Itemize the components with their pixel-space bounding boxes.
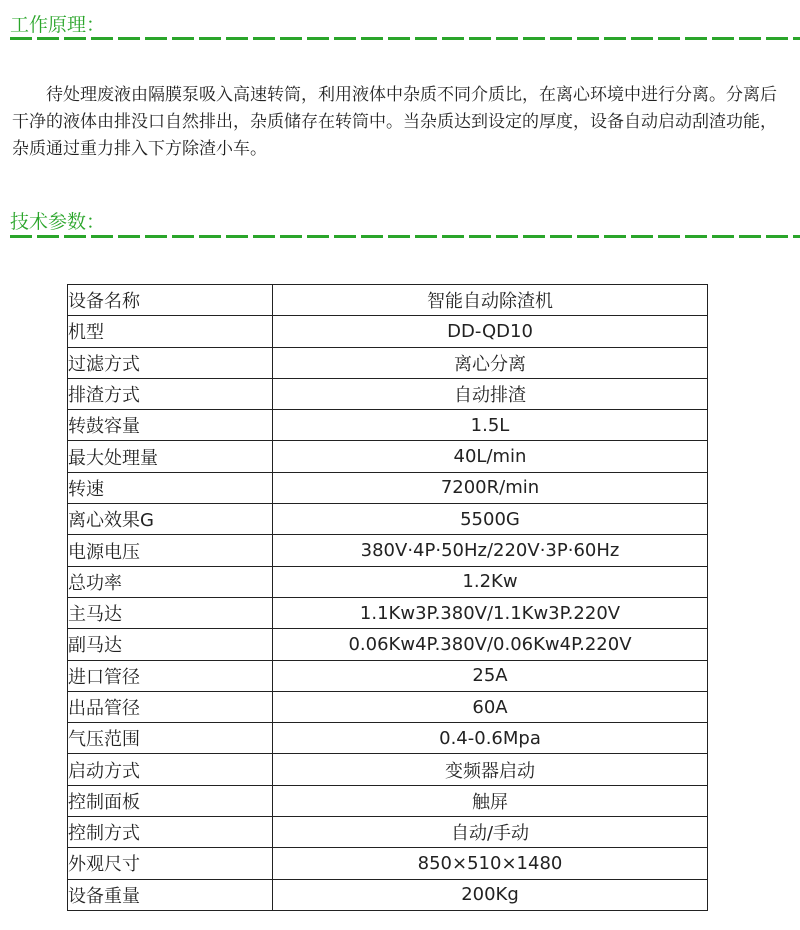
section-divider bbox=[10, 37, 800, 40]
spec-value: 1.2Kw bbox=[273, 566, 708, 597]
spec-value: 7200R/min bbox=[273, 472, 708, 503]
spec-value: 25A bbox=[273, 660, 708, 691]
table-row bbox=[68, 441, 708, 472]
spec-value: 200Kg bbox=[273, 879, 708, 910]
section-title-tech-params: 技术参数： bbox=[10, 211, 106, 233]
spec-label: 离心效果G bbox=[68, 504, 273, 535]
table-row bbox=[68, 879, 708, 910]
spec-label: 设备重量 bbox=[68, 879, 273, 910]
section-title-working-principle: 工作原理： bbox=[10, 14, 106, 36]
table-row bbox=[68, 504, 708, 535]
spec-value: 自动/手动 bbox=[273, 817, 708, 848]
section-divider bbox=[10, 235, 800, 238]
table-row bbox=[68, 723, 708, 754]
spec-label: 进口管径 bbox=[68, 660, 273, 691]
table-row bbox=[68, 472, 708, 503]
table-row bbox=[68, 660, 708, 691]
spec-label: 控制方式 bbox=[68, 817, 273, 848]
spec-value: DD-QD10 bbox=[273, 316, 708, 347]
spec-label: 总功率 bbox=[68, 566, 273, 597]
table-row bbox=[68, 817, 708, 848]
spec-label: 电源电压 bbox=[68, 535, 273, 566]
working-principle-text: 待处理废液由隔膜泵吸入高速转筒，利用液体中杂质不同介质比，在离心环境中进行分离。分离后干净的液体由排没口自然排出，杂质储存在转筒中。当杂质达到设定的厚度，设备自动启动刮渣功能，杂质通过重力排入下方除渣小车。 bbox=[12, 85, 777, 159]
table-row bbox=[68, 285, 708, 316]
spec-value: 变频器启动 bbox=[273, 754, 708, 785]
table-row bbox=[68, 629, 708, 660]
table-row bbox=[68, 316, 708, 347]
spec-value: 触屏 bbox=[273, 785, 708, 816]
spec-value: 离心分离 bbox=[273, 347, 708, 378]
table-row bbox=[68, 566, 708, 597]
spec-label: 排渣方式 bbox=[68, 378, 273, 409]
table-row bbox=[68, 691, 708, 722]
spec-value: 自动排渣 bbox=[273, 378, 708, 409]
spec-label: 出品管径 bbox=[68, 691, 273, 722]
spec-label: 转速 bbox=[68, 472, 273, 503]
spec-value: 0.4-0.6Mpa bbox=[273, 723, 708, 754]
spec-value: 1.1Kw3P.380V/1.1Kw3P.220V bbox=[273, 597, 708, 628]
spec-value: 60A bbox=[273, 691, 708, 722]
spec-value: 5500G bbox=[273, 504, 708, 535]
spec-label: 机型 bbox=[68, 316, 273, 347]
spec-label: 最大处理量 bbox=[68, 441, 273, 472]
table-row bbox=[68, 378, 708, 409]
spec-value: 850×510×1480 bbox=[273, 848, 708, 879]
spec-label: 设备名称 bbox=[68, 285, 273, 316]
spec-label: 外观尺寸 bbox=[68, 848, 273, 879]
spec-label: 副马达 bbox=[68, 629, 273, 660]
table-row bbox=[68, 785, 708, 816]
spec-label: 过滤方式 bbox=[68, 347, 273, 378]
spec-label: 气压范围 bbox=[68, 723, 273, 754]
table-row bbox=[68, 410, 708, 441]
spec-label: 主马达 bbox=[68, 597, 273, 628]
spec-value: 40L/min bbox=[273, 441, 708, 472]
table-row bbox=[68, 848, 708, 879]
table-row bbox=[68, 597, 708, 628]
spec-value: 1.5L bbox=[273, 410, 708, 441]
spec-value: 380V·4P·50Hz/220V·3P·60Hz bbox=[273, 535, 708, 566]
spec-table bbox=[67, 284, 708, 911]
spec-value: 0.06Kw4P.380V/0.06Kw4P.220V bbox=[273, 629, 708, 660]
spec-label: 转鼓容量 bbox=[68, 410, 273, 441]
table-row bbox=[68, 754, 708, 785]
table-row bbox=[68, 535, 708, 566]
spec-label: 控制面板 bbox=[68, 785, 273, 816]
spec-label: 启动方式 bbox=[68, 754, 273, 785]
spec-value: 智能自动除渣机 bbox=[273, 285, 708, 316]
table-row bbox=[68, 347, 708, 378]
